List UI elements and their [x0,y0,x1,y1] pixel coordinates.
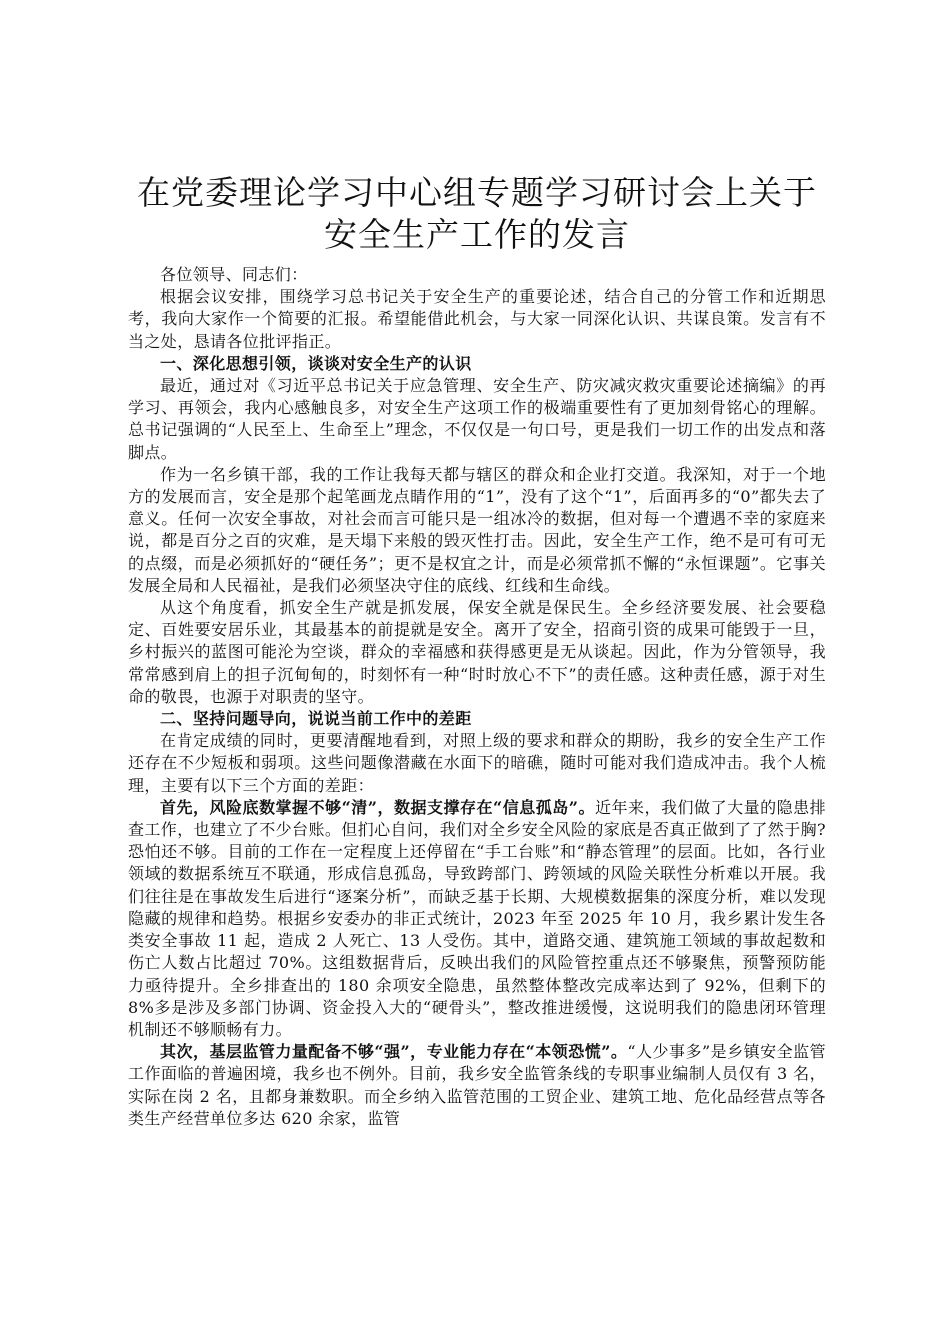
section-2-paragraph-1: 在肯定成绩的同时，更要清醒地看到，对照上级的要求和群众的期盼，我乡的安全生产工作还存在不少短板和弱项。这些问题像潜藏在水面下的暗礁，随时可能对我们造成冲击。我个人梳理，主要有以下三个方面的差距： [128,731,826,795]
section-1-paragraph-1: 最近，通过对《习近平总书记关于应急管理、安全生产、防灾减灾救灾重要论述摘编》的再学习、再领会，我内心感触良多，对安全生产这项工作的极端重要性有了更加刻骨铭心的理解。总书记强调的“人民至上、生命至上”理念，不仅仅是一句口号，更是我们一切工作的出发点和落脚点。 [128,376,826,462]
intro-paragraph: 根据会议安排，围绕学习总书记关于安全生产的重要论述，结合自己的分管工作和近期思考，我向大家作一个简要的汇报。希望能借此机会，与大家一同深化认识、共谋良策。发言有不当之处，恳请各位批评指正。 [128,287,826,351]
section-2-paragraph-3 [128,1041,826,1130]
point-2-text: “人少事多”是乡镇安全监管工作面临的普遍困境，我乡也不例外。目前，我乡安全监管条线的专职事业编制人员仅有 3 名，实际在岗 2 名，且都身兼数职。而全乡纳入监管范围的工贸企业、建筑工地、危化品经营点等各类生产经营单位多达 620 余家，监管 [128,1042,826,1128]
section-2-paragraph-2 [128,797,826,1041]
section-1-paragraph-2: 作为一名乡镇干部，我的工作让我每天都与辖区的群众和企业打交道。我深知，对于一个地方的发展而言，安全是那个起笔画龙点睛作用的“1”，没有了这个“1”，后面再多的“0”都失去了意义。任何一次安全事故，对社会而言可能只是一组冰冷的数据，但对每一个遭遇不幸的家庭来说，都是百分之百的灾难，是天塌下来般的毁灭性打击。因此，安全生产工作，绝不是可有可无的点缀，而是必须抓好的“硬任务”；更不是权宜之计，而是必须常抓不懈的“永恒课题”。它事关发展全局和人民福祉，是我们必须坚决守住的底线、红线和生命线。 [128,464,826,595]
salutation: 各位领导、同志们： [160,265,308,284]
document-body [128,172,826,1130]
section-1-paragraph-3: 从这个角度看，抓安全生产就是抓发展，保安全就是保民生。全乡经济要发展、社会要稳定、百姓要安居乐业，其最基本的前提就是安全。离开了安全，招商引资的成果可能毁于一旦，乡村振兴的蓝图可能沦为空谈，群众的幸福感和获得感更是无从谈起。因此，作为分管领导，我常常感到肩上的担子沉甸甸的，时刻怀有一种“时时放心不下”的责任感。这种责任感，源于对生命的敬畏，也源于对职责的坚守。 [128,598,826,706]
point-2-lead: 其次，基层监管力量配备不够“强”，专业能力存在“本领恐慌”。 [160,1042,628,1062]
section-1-heading: 一、深化思想引领，谈谈对安全生产的认识 [160,353,472,373]
section-2-heading: 二、坚持问题导向，说说当前工作中的差距 [160,709,472,729]
point-1-text: 近年来，我们做了大量的隐患排查工作，也建立了不少台账。但扪心自问，我们对全乡安全风险的家底是否真正做到了了然于胸?恐怕还不够。目前的工作在一定程度上还停留在“手工台账”和“静态管理”的层面。比如，各行业领域的数据系统互不联通，形成信息孤岛，导致跨部门、跨领域的风险关联性分析难以开展。我们往往是在事故发生后进行“逐案分析”，而缺乏基于长期、大规模数据集的深度分析，难以发现隐藏的规律和趋势。根据乡安委办的非正式统计，2023 年至 2025 年 10 月，我乡累计发生各类安全事故 11 起，造成 2 人死亡、13 人受伤。其中，道路交通、建筑施工领域的事故起数和伤亡人数占比超过 70%。这组数据背后，反映出我们的风险管控重点还不够聚焦，预警预防能力亟待提升。全乡排查出的 180 余项安全隐患，虽然整体整改完成率达到了 92%，但剩下的 8%多是涉及多部门协调、资金投入大的“硬骨头”，整改推进缓慢，这说明我们的隐患闭环管理机制还不够顺畅有力。 [128,797,827,1039]
title-line-1: 在党委理论学习中心组专题学习研讨会上关于 [137,173,817,212]
document-title [98,172,856,256]
point-1-lead: 首先，风险底数掌握不够“清”，数据支撑存在“信息孤岛”。 [160,797,596,817]
title-line-2: 安全生产工作的发言 [324,215,630,254]
